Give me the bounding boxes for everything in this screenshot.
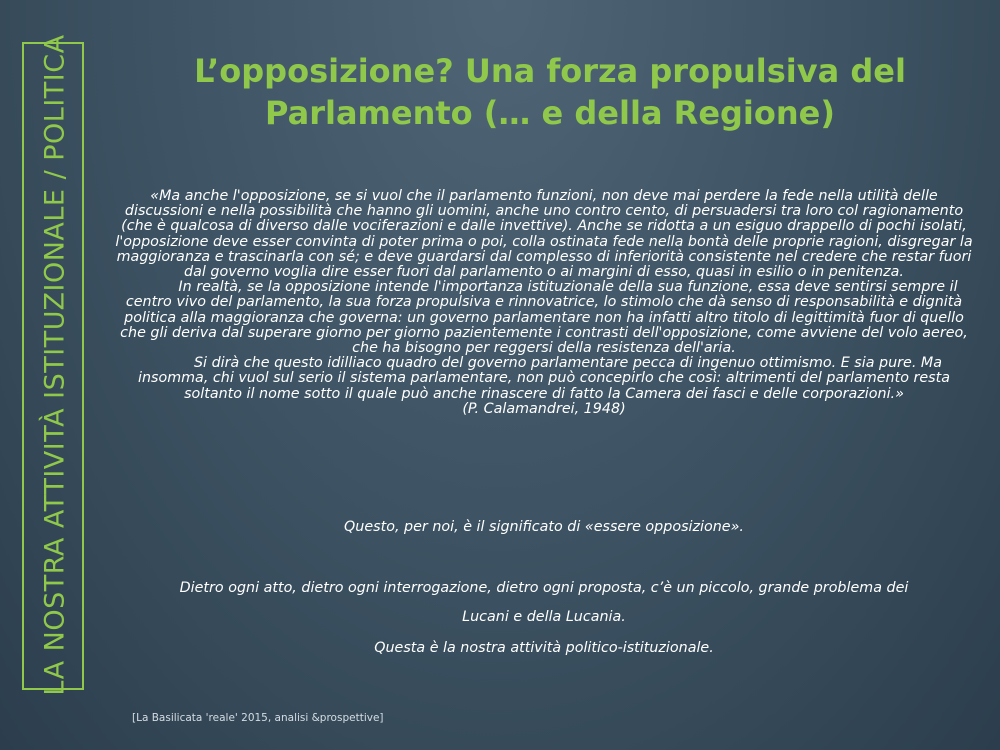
quote-block [114, 189, 974, 417]
quote-paragraph-1: «Ma anche l'opposizione, se si vuol che il parlamento funzioni, non deve mai perdere la fede nella utilità delle discussioni e nella possibilità che hanno gli uomini, anche uno contro cento, di persuadersi tra loro col ragionamento (che è qualcosa di diverso dalle vociferazioni e dalle invettive). Anche se ridotta a un esiguo drappello di pochi isolati, l'opposizione deve esser convinta di poter prima o poi, colla ostinata fede nella bontà delle proprie ragioni, disgregar la maggioranza e trascinarla con sé; e deve guardarsi dal complesso di inferiorità consistente nel credere che restar fuori dal governo voglia dire esser fuori dal parlamento o ai margini di esso, quasi in esilio o in penitenza. [115, 188, 973, 281]
statement-line-3: Lucani e della Lucania. [462, 609, 626, 625]
title-line-2: Parlamento (… e della Regione) [265, 94, 835, 132]
quote-citation: (P. Calamandrei, 1948) [462, 400, 626, 417]
statement-line-4: Questa è la nostra attività politico-istituzionale. [374, 640, 714, 656]
statement-line-1: Questo, per noi, è il significato di «essere opposizione». [344, 519, 744, 535]
footer-source: [La Basilicata 'reale' 2015, analisi &prospettive] [132, 712, 384, 724]
statement-line-2: Dietro ogni atto, dietro ogni interrogazione, dietro ogni proposta, c’è un piccolo, grande problema dei [179, 580, 909, 596]
quote-paragraph-3: Si dirà che questo idilliaco quadro del governo parlamentare pecca di ingenuo ottimismo. E sia pure. Ma insomma, chi vuol sul serio il sistema parlamentare, non può concepirlo che così: altrimenti del parlamento resta soltanto il nome sotto il quale può anche rinascere di fatto la Camera dei fasci e delle corporazioni.» [137, 355, 951, 402]
title-line-1: L’opposizione? Una forza propulsiva del [194, 52, 906, 90]
quote-paragraph-2: In realtà, se la opposizione intende l'importanza istituzionale della sua funzione, essa deve sentirsi sempre il centro vivo del parlamento, la sua forza propulsiva e rinnovatrice, lo stimolo che dà senso di responsabilità e dignità politica alla maggioranza che governa: un governo parlamentare non ha infatti altro titolo di legittimità fuor di quello che gli deriva dal superare giorno per giorno pazientemente i contrasti dell'opposizione, come avviene del volo aereo, che ha bisogno per reggersi della resistenza dell'aria. [120, 279, 968, 357]
sidebar-label: LA NOSTRA ATTIVITÀ ISTITUZIONALE / POLITICA [39, 34, 71, 696]
slide-title [120, 50, 980, 134]
